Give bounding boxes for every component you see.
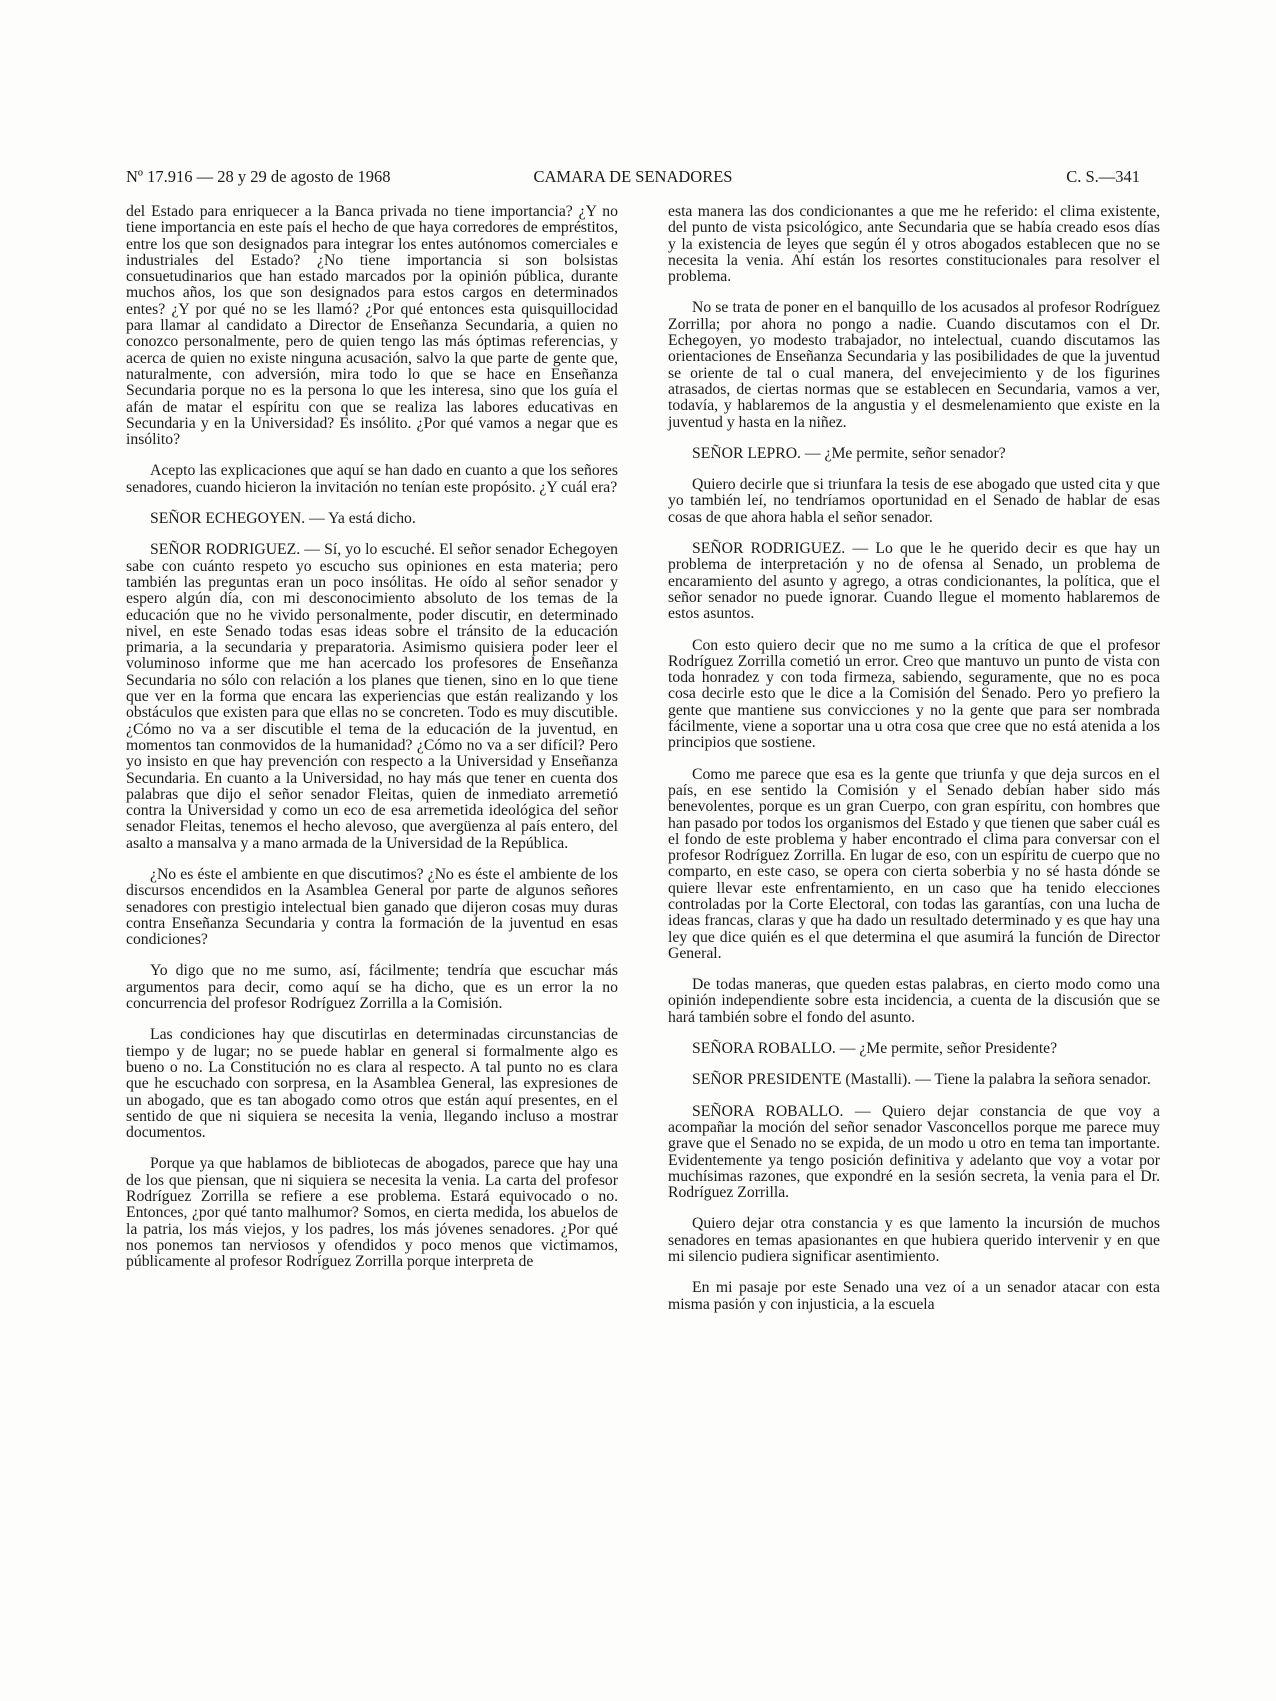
paragraph: Quiero decirle que si triunfara la tesis de ese abogado que usted cita y que yo también leí, no tendríamos oportunidad en el Senado de hablar de esas cosas de que ahora habla el señor senador. (668, 476, 1160, 526)
page-header (126, 167, 1140, 193)
paragraph: SEÑOR RODRIGUEZ. — Sí, yo lo escuché. El señor senador Echegoyen sabe con cuánto respeto yo escucho sus opiniones en esta materia; pero también las preguntas eran un poco insólitas. He oído al señor senador y espero algún día, con mi desconocimiento absoluto de los temas de la educación que no he vivido personalmente, poder discutir, en determinado nivel, en este Senado todas esas ideas sobre el tránsito de la educación primaria, a la secundaria y preparatoria. Asimismo quisiera poder leer el voluminoso informe que me han acercado los profesores de Enseñanza Secundaria no sólo con relación a los planes que tienen, sino en lo que tiene que ver en la forma que encara las experiencias que están realizando y los obstáculos que existen para que ellas no se concreten. Todo es muy discutible. ¿Cómo no va a ser discutible el tema de la educación de la juventud, en momentos tan conmovidos de la humanidad? ¿Cómo no va a ser difícil? Pero yo insisto en que hay prevención con respecto a la Universidad y Enseñanza Secundaria. En cuanto a la Universidad, no hay más que tener en cuenta dos palabras que dijo el señor senador Fleitas, quien de inmediato arremetió contra la Universidad y como un eco de esa arremetida ideológica del señor senador Fleitas, tenemos el hecho alevoso, que avergüenza al país entero, del asalto a mansalva y a mano armada de la Universidad de la República. (126, 541, 618, 852)
paragraph: SEÑORA ROBALLO. — Quiero dejar constancia de que voy a acompañar la moción del señor senador Vasconcellos porque me parece muy grave que el Senado no se expida, de un modo u otro en tema tan importante. Evidentemente ya tengo posición definitiva y adelanto que voy a votar por muchísimas razones, que expondré en la sesión secreta, la venia para el Dr. Rodríguez Zorrilla. (668, 1102, 1160, 1202)
paragraph: SEÑORA ROBALLO. — ¿Me permite, señor Presidente? (692, 1040, 1058, 1058)
paragraph: SEÑOR ECHEGOYEN. — Ya está dicho. (150, 510, 416, 528)
paragraph: Con esto quiero decir que no me sumo a la crítica de que el profesor Rodríguez Zorrilla cometió un error. Creo que mantuvo un punto de vista con toda honradez y con toda firmeza, sabiendo, seguramente, que no es poca cosa decirle esto que le dice a la Comisión del Senado. Pero yo prefiero la gente que mantiene sus convicciones y no la gente que para ser nombrada fácilmente, viene a soportar una u otra cosa que cree que no está atenida a los principios que sostiene. (668, 636, 1160, 752)
paragraph: Acepto las explicaciones que aquí se han dado en cuanto a que los señores senadores, cuando hicieron la invitación no tenían este propósito. ¿Y cuál era? (126, 462, 618, 496)
paragraph: ¿No es éste el ambiente en que discutimos? ¿No es éste el ambiente de los discursos encendidos en la Asamblea General por parte de algunos señores senadores con prestigio intelectual bien ganado que dijeron cosas muy duras contra Enseñanza Secundaria y contra la formación de la juventud en esas condiciones? (126, 865, 618, 949)
paragraph: En mi pasaje por este Senado una vez oí a un senador atacar con esta misma pasión y con injusticia, a la escuela (668, 1279, 1160, 1313)
issue-date: Nº 17.916 — 28 y 29 de agosto de 1968 (126, 167, 391, 186)
paragraph: Quiero dejar otra constancia y es que lamento la incursión de muchos senadores en temas apasionantes en que hubiera querido intervenir y en que mi silencio pudiera significar asentimiento. (668, 1215, 1160, 1266)
chamber-title: CAMARA DE SENADORES (533, 167, 733, 186)
paragraph: Las condiciones hay que discutirlas en determinadas circunstancias de tiempo y de lugar; no se puede hablar en general si formalmente algo es bueno o no. La Constitución no es clara al respecto. A tal punto no es clara que he escuchado con sorpresa, en la Asamblea General, las expresiones de un abogado, que es tan abogado como otros que están aquí presentes, en el sentido de que ni siquiera se necesita la venia, llegando incluso a mostrar documentos. (126, 1026, 618, 1142)
paragraph: Como me parece que esa es la gente que triunfa y que deja surcos en el país, en ese sentido la Comisión y el Senado debían haber sido más benevolentes, porque es un gran Cuerpo, con gran espíritu, con hombres que han pasado por todos los organismos del Estado y que tienen que saber cuál es el fondo de este problema y haber encontrado el clima para conversar con el profesor Rodríguez Zorrilla. En lugar de eso, con un espíritu de cuerpo que no comparto, en este caso, se opera con cierta soberbia y no sé hasta dónde se quiere llevar este enfrentamiento, en un caso que ha tenido elecciones controladas por la Corte Electoral, con todas las garantías, con una lucha de ideas francas, claras y que ha dado un resultado determinado y es que hay una ley que dice quién es el que determina el que asumirá la función de Director General. (668, 765, 1161, 962)
paragraph: SEÑOR PRESIDENTE (Mastalli). — Tiene la palabra la señora senador. (692, 1071, 1151, 1089)
paragraph: SEÑOR RODRIGUEZ. — Lo que le he querido decir es que hay un problema de interpretación y no de ofensa al Senado, un problema de encaramiento del asunto y agrego, a otras condicionantes, la política, que el señor senador no puede ignorar. Cuando llegue el momento hablaremos de estos asuntos. (668, 540, 1160, 623)
paragraph: del Estado para enriquecer a la Banca privada no tiene importancia? ¿Y no tiene importancia en este país el hecho de que haya corredores de empréstitos, entre los que son designados para integrar los entes autónomos comerciales e industriales del Estado? ¿No tiene importancia si son bolsistas consuetudinarios que han estado marcados por la opinión pública, durante muchos años, los que son designados para estos cargos en determinados entes? ¿Y por qué no se les llamó? ¿Por qué entonces esta quisquillocidad para llamar al candidato a Director de Enseñanza Secundaria, a quien no conozco personalmente, pero de quien tengo las más óptimas referencias, y acerca de quien no existe ninguna acusación, salvo la que parte de gente que, naturalmente, con adversión, mira todo lo que se hace en Enseñanza Secundaria porque no es la persona lo que les interesa, sino que los guía el afán de matar el espíritu con que se realiza las labores educativas en Secundaria y en la Universidad? Es insólito. ¿Por qué vamos a negar que es insólito? (126, 203, 618, 449)
paragraph: Porque ya que hablamos de bibliotecas de abogados, parece que hay una de los que piensan, que ni siquiera se necesita la venia. La carta del profesor Rodríguez Zorrilla se refiere a ese problema. Estará equivocado o no. Entonces, ¿por qué tanto malhumor? Somos, en cierta medida, los abuelos de la patria, los más viejos, y los padres, los más jóvenes senadores. ¿Por qué nos ponemos tan nerviosos y ofendidos y poco menos que victimamos, públicamente al profesor Rodríguez Zorrilla porque interpreta de (126, 1155, 618, 1271)
paragraph: SEÑOR LEPRO. — ¿Me permite, señor senador? (692, 444, 1006, 462)
page-number: C. S.—341 (1066, 167, 1140, 186)
right-column (668, 204, 1160, 1328)
left-column (126, 204, 618, 1286)
paragraph: Yo digo que no me sumo, así, fácilmente; tendría que escuchar más argumentos para decir, como aquí se ha dicho, que es un error la no concurrencia del profesor Rodríguez Zorrilla a la Comisión. (126, 962, 618, 1013)
paragraph: De todas maneras, que queden estas palabras, en cierto modo como una opinión independiente sobre esta incidencia, a cuenta de la discusión que se hará también sobre el fondo del asunto. (668, 976, 1160, 1026)
paragraph: esta manera las dos condicionantes a que me he referido: el clima existente, del punto de vista psicológico, ante Secundaria que se había creado esos días y la existencia de leyes que según él y otros abogados establecen que no se necesita la venia. Ahí están los resortes constitucionales para resolver el problema. (668, 203, 1160, 286)
paragraph: No se trata de poner en el banquillo de los acusados al profesor Rodríguez Zorrilla; por ahora no pongo a nadie. Cuando discutamos con el Dr. Echegoyen, yo modesto trabajador, no intelectual, cuando discutamos las orientaciones de Enseñanza Secundaria y las posibilidades de que la juventud se oriente de tal o cual manera, del envejecimiento y de los figurines atrasados, de ciertas normas que se establecen en Secundaria, vamos a ver, todavía, y hablaremos de la angustia y el desmelenamiento que existe en la juventud y hasta en la niñez. (668, 299, 1160, 431)
